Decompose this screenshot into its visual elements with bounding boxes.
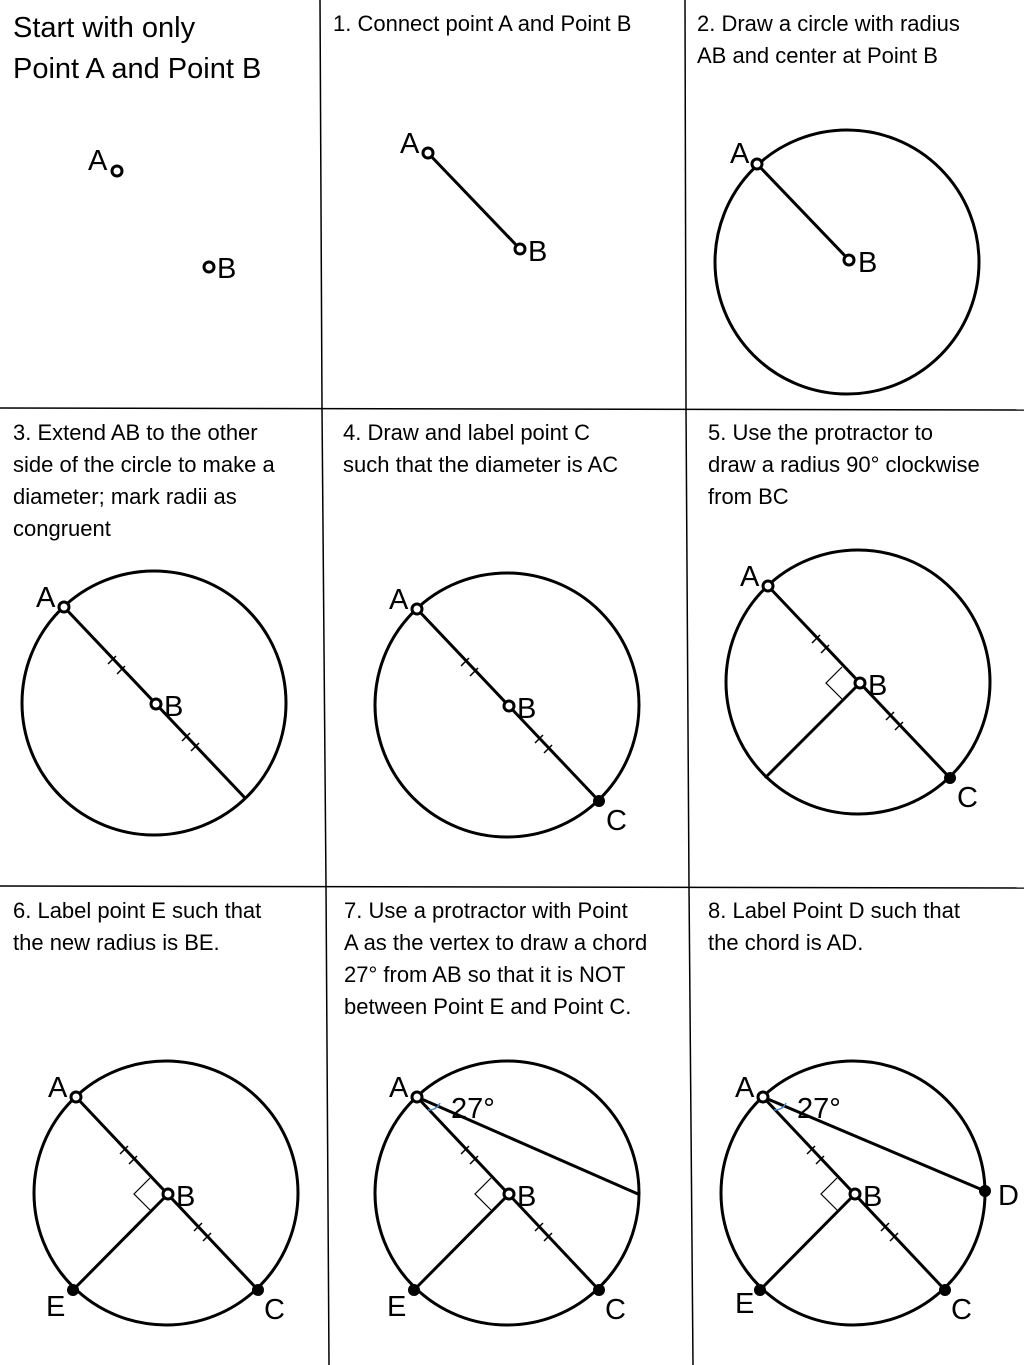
label-a: A	[400, 128, 420, 160]
label-c: C	[605, 1294, 626, 1326]
label-c: C	[951, 1294, 972, 1326]
panel-0-instruction: Start with only Point A and Point B	[13, 12, 262, 85]
point-a	[412, 1092, 422, 1102]
radius-90	[765, 683, 860, 778]
grid-line	[320, 0, 322, 408]
label-a: A	[88, 145, 108, 177]
label-c: C	[957, 782, 978, 814]
right-angle-mark	[134, 1178, 150, 1210]
point-a	[752, 159, 762, 169]
label-e: E	[735, 1288, 755, 1320]
grid-line	[689, 886, 693, 1365]
grid-line	[0, 886, 1024, 888]
panel-2-figure	[715, 130, 979, 394]
label-b: B	[176, 1181, 196, 1213]
label-d: D	[998, 1180, 1019, 1212]
point-b	[504, 1189, 514, 1199]
point-a	[412, 604, 422, 614]
label-e: E	[387, 1291, 407, 1323]
right-angle-mark	[821, 1178, 837, 1210]
angle-label: 27°	[797, 1093, 841, 1125]
panel-3-figure	[22, 571, 286, 835]
radius-be	[414, 1194, 509, 1290]
point-c	[593, 1284, 605, 1296]
point-e	[754, 1284, 766, 1296]
right-angle-mark	[826, 667, 842, 699]
label-b: B	[517, 1181, 537, 1213]
label-b: B	[217, 253, 237, 285]
panel-1-instruction: 1. Connect point A and Point B	[333, 11, 632, 36]
point-b	[204, 262, 214, 272]
angle-label: 27°	[451, 1093, 495, 1125]
point-c	[252, 1284, 264, 1296]
point-a	[59, 602, 69, 612]
label-c: C	[264, 1294, 285, 1326]
point-c	[944, 772, 956, 784]
panel-7-figure	[375, 1061, 639, 1326]
point-d	[979, 1185, 991, 1197]
panel-4-figure	[375, 573, 639, 837]
panel-1-figure	[400, 128, 547, 268]
point-b	[515, 244, 525, 254]
radius-be	[760, 1194, 855, 1290]
label-a: A	[48, 1072, 68, 1104]
panel-5-instruction: 5. Use the protractor to draw a radius 90° clockwise from BC	[708, 420, 980, 509]
point-b	[844, 255, 854, 265]
panel-8-figure	[721, 1061, 1019, 1326]
right-angle-mark	[475, 1178, 491, 1210]
grid-line	[322, 408, 326, 886]
panel-3-instruction: 3. Extend AB to the other side of the circle to make a diameter; mark radii as congruent	[13, 420, 275, 541]
point-e	[408, 1284, 420, 1296]
label-b: B	[517, 693, 537, 725]
point-c	[939, 1284, 951, 1296]
point-b	[151, 699, 161, 709]
point-b	[855, 678, 865, 688]
panel-7-instruction: 7. Use a protractor with Point A as the vertex to draw a chord 27° from AB so that it is NOT between Point E and Point C.	[344, 898, 648, 1019]
label-b: B	[528, 236, 548, 268]
label-a: A	[740, 561, 760, 593]
panel-2-instruction: 2. Draw a circle with radius AB and center at Point B	[697, 11, 960, 68]
point-b	[504, 701, 514, 711]
label-a: A	[389, 584, 409, 616]
panel-6-instruction: 6. Label point E such that the new radius is BE.	[13, 898, 262, 955]
point-b	[163, 1189, 173, 1199]
label-b: B	[164, 691, 184, 723]
point-e	[67, 1284, 79, 1296]
panel-0-figure	[88, 145, 236, 285]
radius-be	[73, 1194, 168, 1290]
point-a	[71, 1092, 81, 1102]
label-a: A	[36, 582, 56, 614]
label-e: E	[46, 1291, 66, 1323]
grid-line	[685, 0, 686, 408]
point-a	[112, 166, 122, 176]
grid-line	[0, 408, 1024, 410]
panel-6-figure	[34, 1061, 298, 1326]
grid-line	[326, 886, 329, 1365]
grid-line	[686, 408, 689, 886]
label-a: A	[730, 138, 750, 170]
label-c: C	[606, 805, 627, 837]
point-b	[850, 1189, 860, 1199]
label-a: A	[735, 1072, 755, 1104]
point-a	[758, 1092, 768, 1102]
panel-5-figure	[726, 550, 990, 814]
panel-8-instruction: 8. Label Point D such that the chord is AD.	[708, 898, 960, 955]
point-a	[763, 581, 773, 591]
label-b: B	[868, 670, 888, 702]
point-a	[423, 148, 433, 158]
segment-ab	[428, 153, 520, 249]
label-b: B	[858, 247, 878, 279]
panel-4-instruction: 4. Draw and label point C such that the diameter is AC	[343, 420, 619, 477]
point-c	[593, 795, 605, 807]
label-b: B	[863, 1181, 883, 1213]
radius-ab	[757, 164, 849, 260]
label-a: A	[389, 1072, 409, 1104]
